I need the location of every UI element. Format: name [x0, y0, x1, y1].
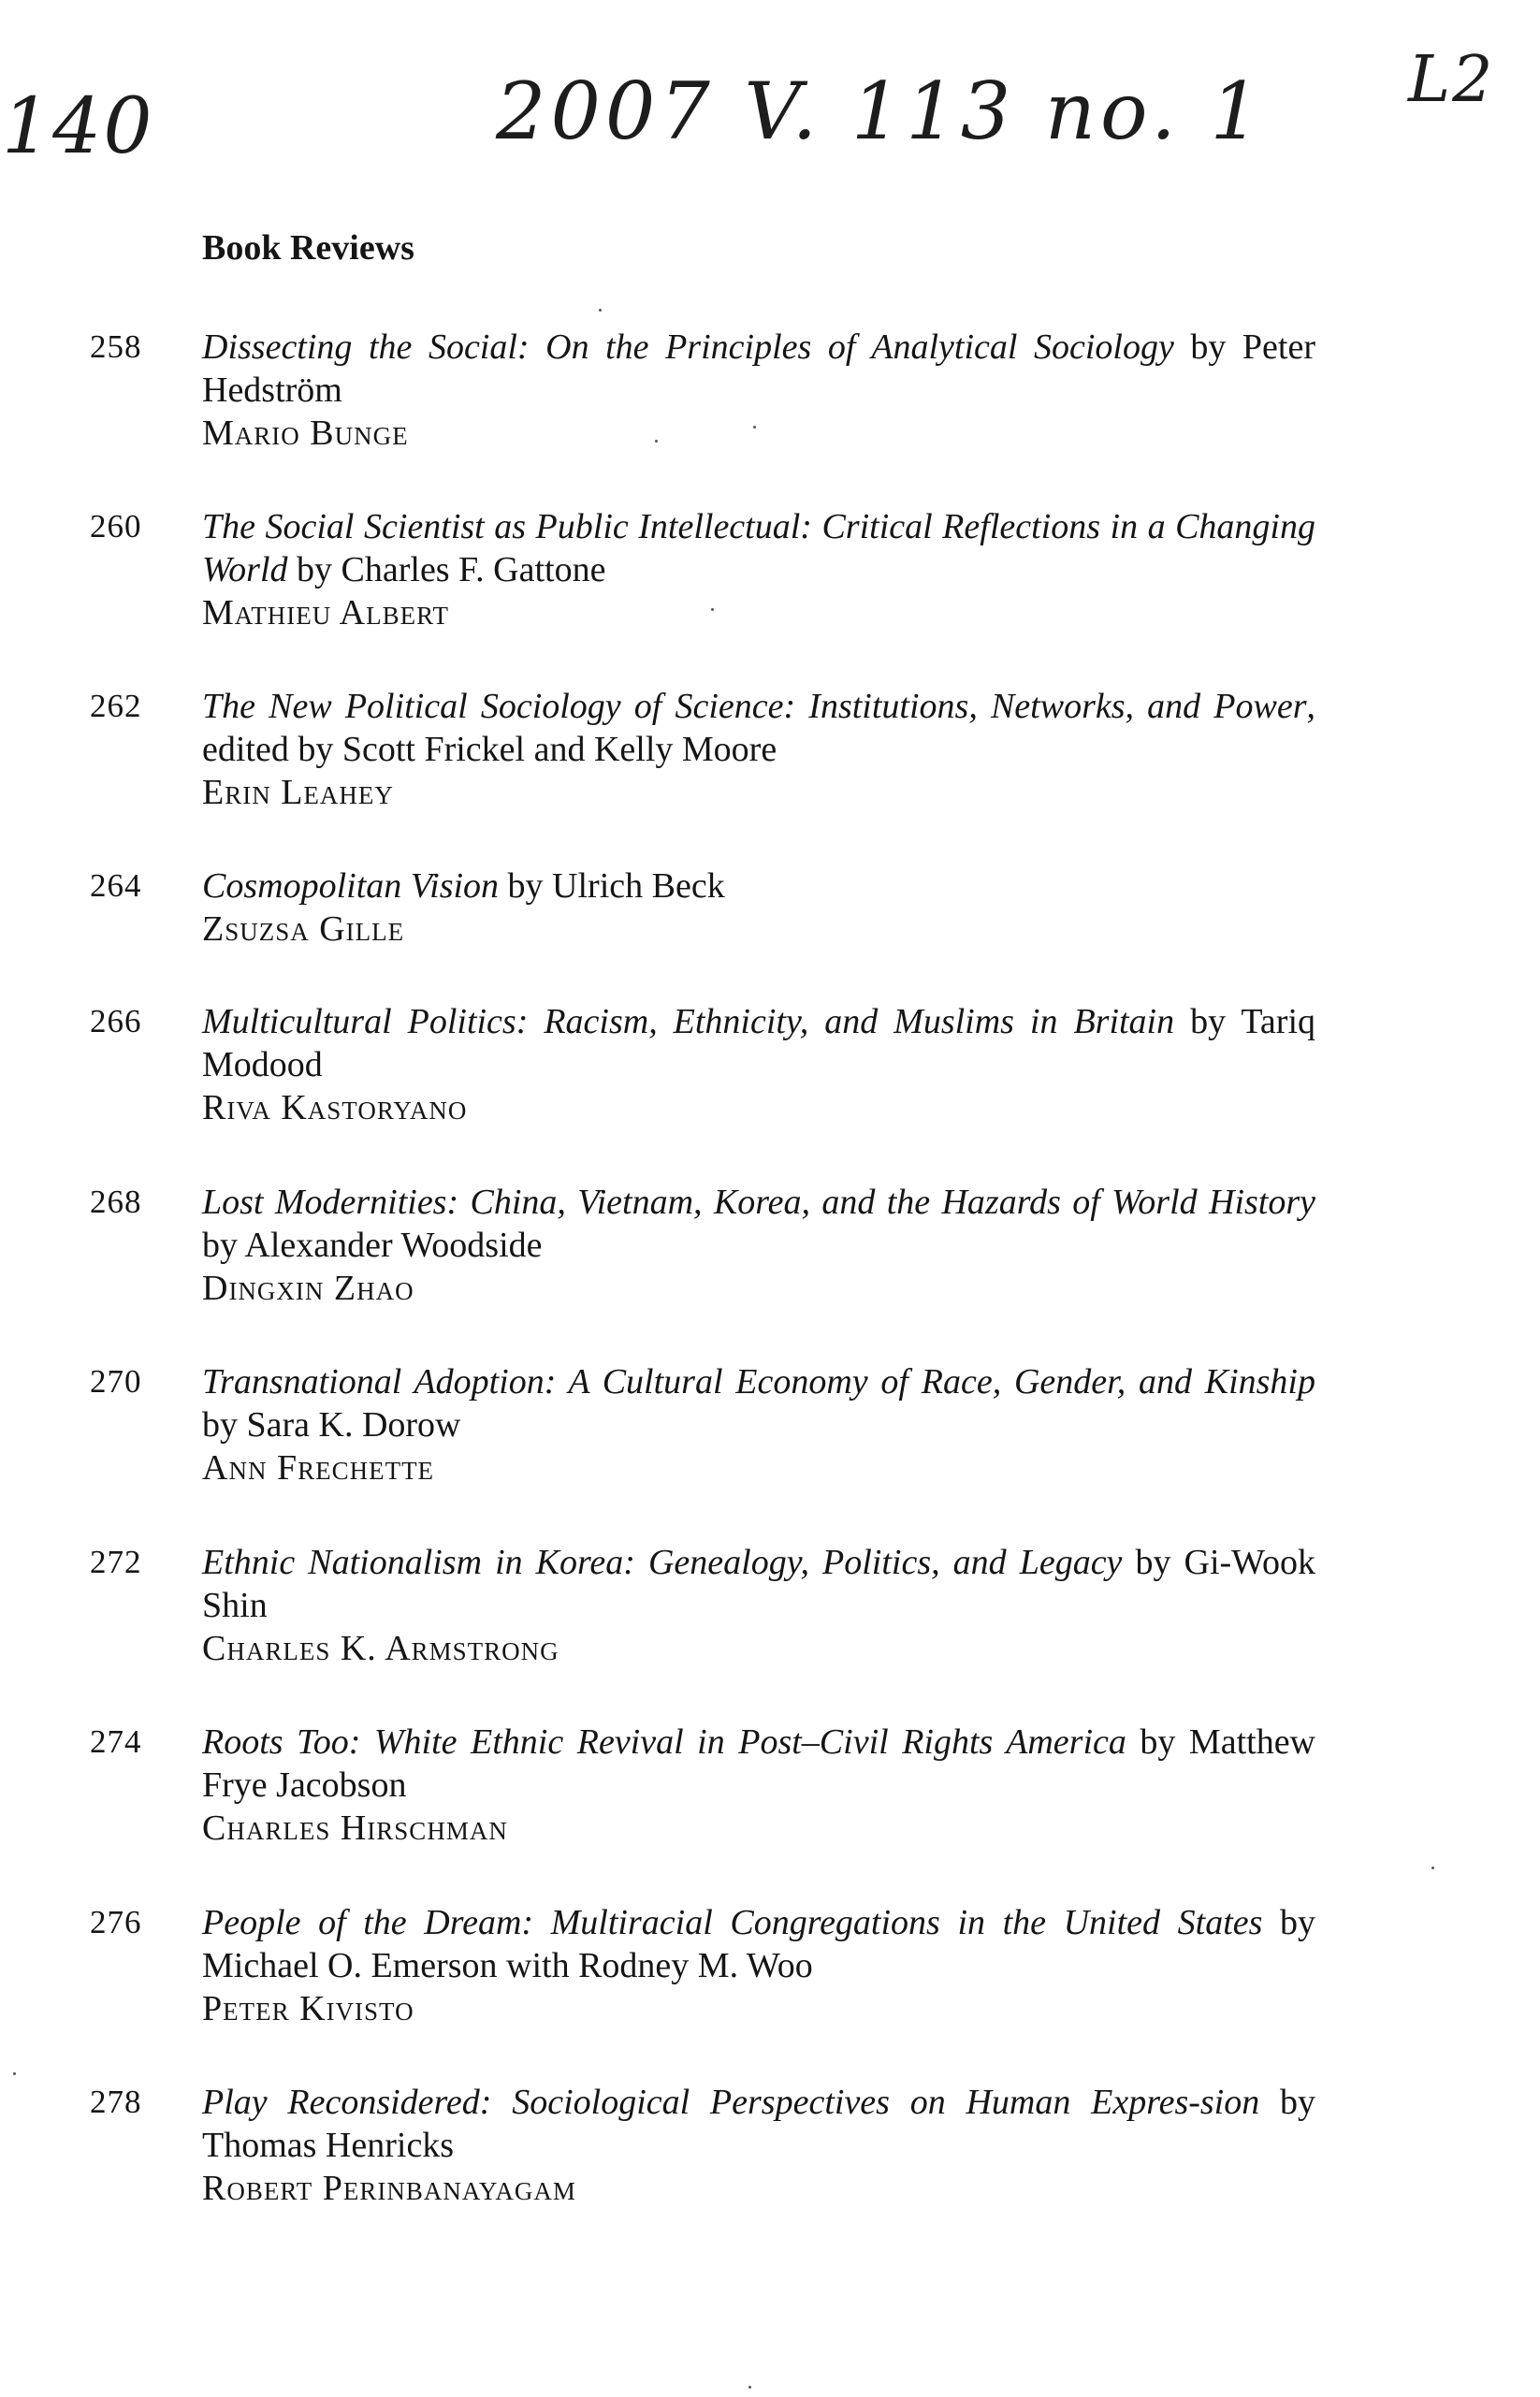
page-number: 262 — [90, 688, 142, 724]
book-byline: by Michael O. Emerson with Rodney M. Woo — [202, 1903, 1316, 1985]
page-number: 268 — [90, 1184, 142, 1220]
book-byline: by Charles F. Gattone — [287, 550, 606, 589]
page-number: 272 — [90, 1544, 142, 1580]
handwritten-note-center: 2007 V. 113 no. 1 — [496, 65, 1265, 157]
reviewer-name: Mario Bunge — [202, 414, 409, 453]
scan-speck — [13, 2072, 16, 2075]
reviewer-name: Charles Hirschman — [202, 1809, 508, 1848]
section-heading: Book Reviews — [202, 228, 414, 268]
reviewer-name: Erin Leahey — [202, 773, 394, 812]
book-title: Roots Too: White Ethnic Revival in Post–Civil Rights America — [202, 1722, 1126, 1762]
page-number: 270 — [90, 1363, 142, 1400]
reviewer-name: Riva Kastoryano — [202, 1088, 468, 1127]
page-number: 260 — [90, 508, 142, 545]
book-title: Play Reconsidered: Sociological Perspectives on Human Expres-sion — [202, 2083, 1260, 2122]
book-title: Dissecting the Social: On the Principles of Analytical Sociology — [202, 327, 1174, 367]
entry-body — [202, 685, 1315, 814]
entry-body — [202, 1360, 1315, 1489]
entry-body — [202, 864, 1315, 951]
reviewer-name: Charles K. Armstrong — [202, 1629, 559, 1668]
scan-speck — [655, 440, 658, 443]
entry-body — [202, 505, 1315, 634]
book-byline: by Gi-Wook Shin — [202, 1543, 1315, 1625]
entry-body — [202, 326, 1315, 455]
book-byline: by Thomas Henricks — [202, 2083, 1316, 2165]
book-byline: by Peter Hedström — [202, 327, 1316, 410]
book-byline: by Sara K. Dorow — [202, 1405, 461, 1445]
scan-speck — [1431, 1867, 1434, 1869]
entry-body — [202, 1181, 1315, 1310]
page-number: 276 — [90, 1904, 142, 1940]
entry-body — [202, 1901, 1315, 2030]
reviewer-name: Robert Perinbanayagam — [202, 2169, 576, 2208]
book-title: People of the Dream: Multiracial Congregations in the United States — [202, 1903, 1263, 1942]
book-title: Multicultural Politics: Racism, Ethnicity, and Muslims in Britain — [202, 1002, 1175, 1041]
scan-speck — [599, 309, 602, 312]
book-title: The New Political Sociology of Science: Institutions, Networks, and Power — [202, 687, 1307, 726]
scan-speck — [753, 426, 756, 429]
entry-body — [202, 2081, 1315, 2210]
book-title: Lost Modernities: China, Vietnam, Korea, and the Hazards of World History — [202, 1183, 1315, 1222]
entry-body — [202, 1721, 1315, 1850]
page-number: 274 — [90, 1723, 142, 1760]
book-title: Cosmopolitan Vision — [202, 866, 500, 906]
reviewer-name: Ann Frechette — [202, 1448, 435, 1488]
page-number: 278 — [90, 2084, 142, 2120]
handwritten-note-left: 140 — [2, 82, 154, 171]
book-title: Ethnic Nationalism in Korea: Genealogy, Politics, and Legacy — [202, 1543, 1123, 1582]
reviewer-name: Dingxin Zhao — [202, 1269, 414, 1308]
entry-body — [202, 1000, 1315, 1129]
page-number: 266 — [90, 1003, 142, 1039]
page-number: 264 — [90, 867, 142, 904]
book-byline: by Alexander Woodside — [202, 1226, 543, 1265]
handwritten-note-right: L2 — [1408, 43, 1495, 117]
reviewer-name: Mathieu Albert — [202, 593, 449, 632]
book-byline: by Tariq Modood — [202, 1002, 1316, 1084]
scan-speck — [748, 2386, 751, 2389]
book-byline: , edited by Scott Frickel and Kelly Moore — [202, 687, 1315, 769]
page-number: 258 — [90, 328, 142, 365]
scan-speck — [711, 608, 714, 611]
book-title: The Social Scientist as Public Intellectual: Critical Reflections in a Changing World — [202, 507, 1315, 589]
reviewer-name: Zsuzsa Gille — [202, 909, 405, 949]
book-byline: by Matthew Frye Jacobson — [202, 1722, 1315, 1805]
entry-body — [202, 1541, 1315, 1670]
book-title: Transnational Adoption: A Cultural Economy of Race, Gender, and Kinship — [202, 1362, 1315, 1402]
book-byline: by Ulrich Beck — [499, 866, 725, 906]
reviewer-name: Peter Kivisto — [202, 1989, 414, 2028]
